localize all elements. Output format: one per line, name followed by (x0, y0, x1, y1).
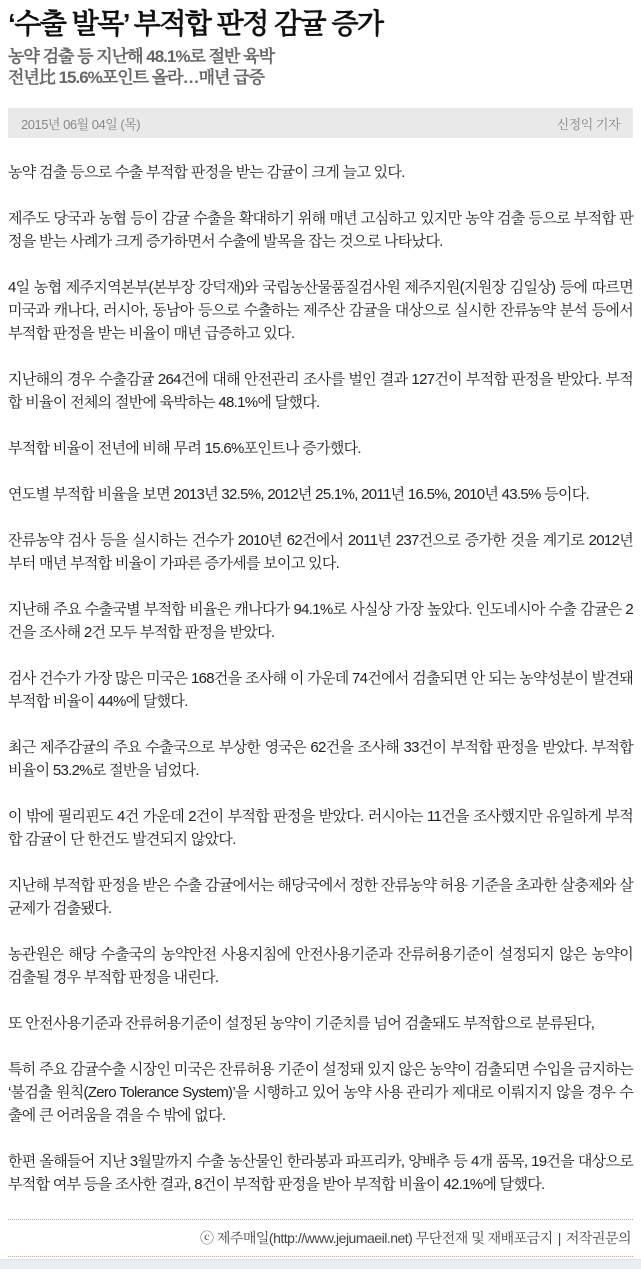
bottom-strip (0, 1259, 641, 1269)
copyright-text: ⓒ 제주매일(http://www.jejumaeil.net) 무단전재 및 재배포금지 (199, 1230, 553, 1247)
paragraph: 최근 제주감귤의 주요 수출국으로 부상한 영국은 62건을 조사해 33건이 부적합 판정을 받았다. 부적합 비율이 53.2%로 절반을 넘었다. (8, 739, 633, 780)
date-bar (8, 108, 633, 138)
subtitle-line-2: 전년比 15.6%포인트 올라…매년 급증 (8, 68, 265, 88)
paragraph: 잔류농약 검사 등을 실시하는 건수가 2010년 62건에서 2011년 237건으로 증가한 것을 계기로 2012년부터 매년 부적합 비율이 가파른 증가세를 보이고 있다. (8, 532, 633, 573)
footer-separator: | (557, 1230, 561, 1247)
subtitle-line-1: 농약 검출 등 지난해 48.1%로 절반 육박 (8, 47, 275, 67)
paragraph: 또 안전사용기준과 잔류허용기준이 설정된 농약이 기준치를 넘어 검출돼도 부적합으로 분류된다, (8, 1015, 595, 1033)
paragraph: 농관원은 해당 수출국의 농약안전 사용지침에 안전사용기준과 잔류허용기준이 설정되지 않은 농약이 검출될 경우 부적합 판정을 내린다. (8, 946, 633, 987)
copyright-inquiry-link[interactable]: 저작권문의 (565, 1230, 631, 1247)
paragraph: 지난해의 경우 수출감귤 264건에 대해 안전관리 조사를 벌인 결과 127건이 부적합 판정을 받았다. 부적합 비율이 전체의 절반에 육박하는 48.1%에 달했다. (8, 371, 633, 412)
paragraph: 제주도 당국과 농협 등이 감귤 수출을 확대하기 위해 매년 고심하고 있지만 농약 검출 등으로 부적합 판정을 받는 사례가 크게 증가하면서 수출에 발목을 잡는 것으로 나타났다. (8, 210, 634, 251)
paragraph: 4일 농협 제주지역본부(본부장 강덕재)와 국립농산물품질검사원 제주지원(지원장 김일상) 등에 따르면 미국과 캐나다, 러시아, 동남아 등으로 수출하는 제주산 감귤을 대상으로 실시한 잔류농약 분석 등에서 부적합 판정을 받는 비율이 매년 급증하고 있다. (8, 279, 633, 343)
paragraph: 특히 주요 감귤수출 시장인 미국은 잔류허용 기준이 설정돼 있지 않은 농약이 검출되면 수입을 금지하는 ‘불검출 원칙(Zero Tolerance System)’을 시행하고 있어 농약 사용 관리가 제대로 이뤄지지 않을 경우 수출에 큰 어려움을 겪을 수 밖에 없다. (8, 1061, 633, 1125)
page-title: ‘수출 발목’ 부적합 판정 감귤 증가 (8, 8, 383, 39)
publish-date: 2015년 06월 04일 (목) (21, 116, 141, 132)
reporter-name: 신정익 기자 (556, 116, 620, 132)
paragraph: 한편 올해들어 지난 3월말까지 수출 농산물인 한라봉과 파프리카, 양배추 등 4개 품목, 19건을 대상으로 부적합 여부 등을 조사한 결과, 8건이 부적합 판정을 받아 부적합 비율이 42.1%에 달했다. (8, 1153, 633, 1194)
paragraph: 부적합 비율이 전년에 비해 무려 15.6%포인트나 증가했다. (8, 440, 361, 458)
paragraph: 지난해 주요 수출국별 부적합 비율은 캐나다가 94.1%로 사실상 가장 높았다. 인도네시아 수출 감귤은 2건을 조사해 2건 모두 부적합 판정을 받았다. (8, 601, 633, 642)
article-subtitle (8, 46, 633, 88)
article-body (8, 161, 633, 1196)
paragraph: 이 밖에 필리핀도 4건 가운데 2건이 부적합 판정을 받았다. 러시아는 11건을 조사했지만 유일하게 부적합 감귤이 단 한건도 발견되지 않았다. (8, 808, 633, 849)
paragraph: 지난해 부적합 판정을 받은 수출 감귤에서는 해당국에서 정한 잔류농약 허용 기준을 초과한 살충제와 살균제가 검출됐다. (8, 877, 633, 918)
paragraph: 연도별 부적합 비율을 보면 2013년 32.5%, 2012년 25.1%, 2011년 16.5%, 2010년 43.5% 등이다. (8, 486, 589, 504)
paragraph: 농약 검출 등으로 수출 부적합 판정을 받는 감귤이 크게 늘고 있다. (8, 164, 405, 182)
paragraph: 검사 건수가 가장 많은 미국은 168건을 조사해 이 가운데 74건에서 검출되면 안 되는 농약성분이 발견돼 부적합 비율이 44%에 달했다. (8, 670, 633, 711)
copyright-footer (8, 1219, 633, 1257)
